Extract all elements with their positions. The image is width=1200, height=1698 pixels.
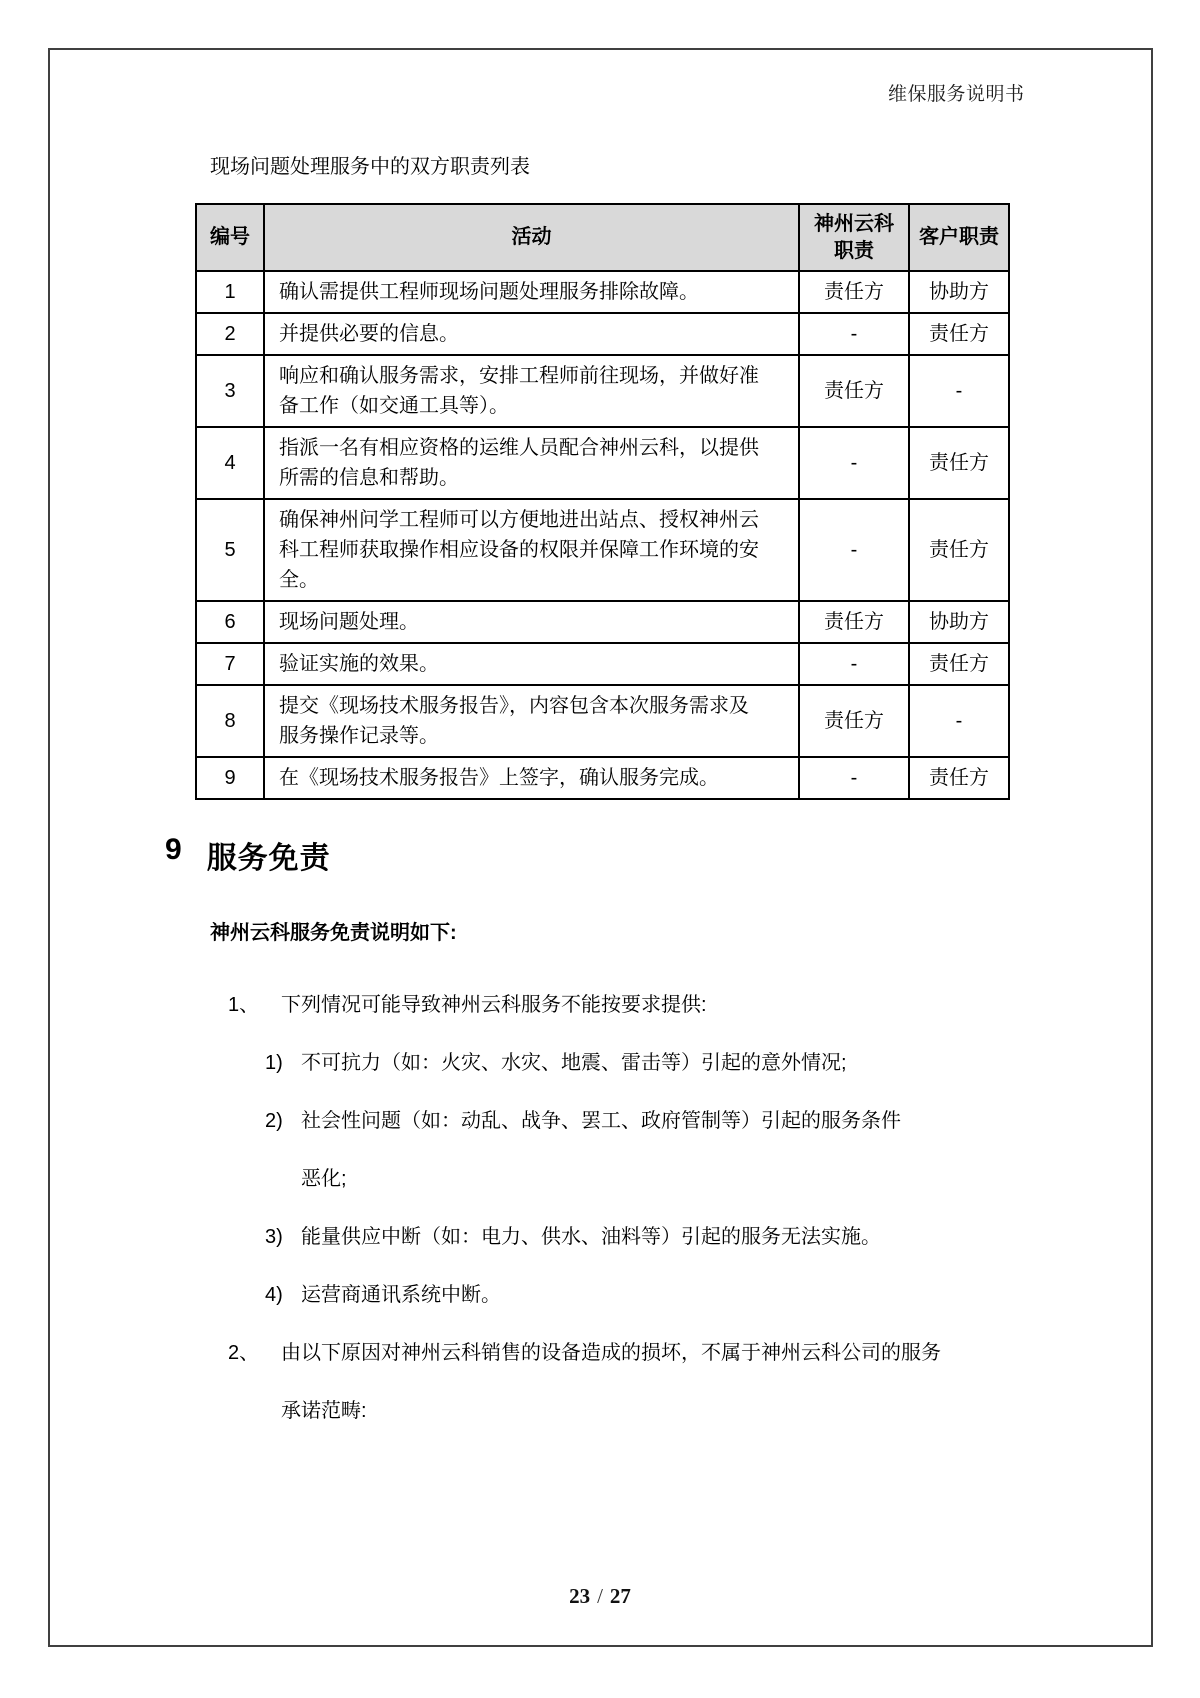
table-row [196,601,1009,643]
cell-customer-duty: 责任方 [909,643,1009,685]
list-subitem-text: 不可抗力（如：火灾、水灾、地震、雷击等）引起的意外情况; [301,1052,847,1074]
table-row [196,757,1009,799]
table-row [196,355,1009,427]
cell-customer-duty: 协助方 [909,271,1009,313]
cell-number: 5 [196,499,264,601]
cell-activity: 在《现场技术服务报告》上签字，确认服务完成。 [264,757,799,799]
cell-number: 9 [196,757,264,799]
table-row [196,271,1009,313]
list-subitem [265,1266,947,1324]
cell-vendor-duty: 责任方 [799,685,909,757]
list-item-marker: 2、 [228,1342,260,1364]
list-subitem [265,1034,947,1092]
cell-number: 6 [196,601,264,643]
cell-vendor-duty: - [799,643,909,685]
cell-activity: 确保神州问学工程师可以方便地进出站点、授权神州云科工程师获取操作相应设备的权限并保障工作环境的安全。 [264,499,799,601]
table-row [196,499,1009,601]
cell-customer-duty: - [909,355,1009,427]
cell-vendor-duty: - [799,757,909,799]
list-subitem [265,1208,947,1266]
cell-vendor-duty: 责任方 [799,271,909,313]
list-subitem-text: 社会性问题（如：动乱、战争、罢工、政府管制等）引起的服务条件恶化; [301,1110,901,1190]
cell-number: 4 [196,427,264,499]
responsibility-table [195,203,1010,800]
cell-number: 7 [196,643,264,685]
list-subitem-marker: 1) [265,1052,283,1074]
list-item-text: 下列情况可能导致神州云科服务不能按要求提供: [281,994,707,1016]
table-row [196,643,1009,685]
col-header-activity: 活动 [264,204,799,271]
cell-activity: 响应和确认服务需求，安排工程师前往现场，并做好准备工作（如交通工具等）。 [264,355,799,427]
cell-activity: 现场问题处理。 [264,601,799,643]
table-row [196,313,1009,355]
cell-vendor-duty: - [799,499,909,601]
cell-customer-duty: 责任方 [909,499,1009,601]
cell-number: 3 [196,355,264,427]
cell-activity: 指派一名有相应资格的运维人员配合神州云科，以提供所需的信息和帮助。 [264,427,799,499]
disclaimer-intro: 神州云科服务免责说明如下: [210,922,457,944]
list-subitem-text: 运营商通讯系统中断。 [301,1284,501,1306]
col-header-vendor-duty: 神州云科职责 [799,204,909,271]
list-subitem-text: 能量供应中断（如：电力、供水、油料等）引起的服务无法实施。 [301,1226,881,1248]
cell-number: 1 [196,271,264,313]
list-subitem [265,1092,947,1208]
cell-activity: 验证实施的效果。 [264,643,799,685]
page-footer [0,1584,1200,1609]
cell-vendor-duty: 责任方 [799,601,909,643]
section-title: 服务免责 [206,842,331,875]
section-heading [165,833,331,877]
cell-customer-duty: - [909,685,1009,757]
list-item-text: 由以下原因对神州云科销售的设备造成的损坏，不属于神州云科公司的服务承诺范畴: [281,1342,941,1422]
disclaimer-list [228,976,947,1440]
page-separator: / [597,1584,603,1608]
cell-activity: 确认需提供工程师现场问题处理服务排除故障。 [264,271,799,313]
cell-vendor-duty: - [799,313,909,355]
list-subitem-marker: 4) [265,1284,283,1306]
table-caption: 现场问题处理服务中的双方职责列表 [210,156,530,178]
cell-vendor-duty: - [799,427,909,499]
list-subitem-marker: 3) [265,1226,283,1248]
total-page-number: 27 [609,1584,631,1608]
current-page-number: 23 [569,1584,591,1608]
col-header-customer-duty: 客户职责 [909,204,1009,271]
table-row [196,427,1009,499]
cell-activity: 提交《现场技术服务报告》，内容包含本次服务需求及服务操作记录等。 [264,685,799,757]
table-row [196,685,1009,757]
col-header-number: 编号 [196,204,264,271]
cell-customer-duty: 责任方 [909,313,1009,355]
cell-activity: 并提供必要的信息。 [264,313,799,355]
list-item-marker: 1、 [228,994,260,1016]
list-item [228,1324,947,1440]
table-header-row [196,204,1009,271]
list-item [228,976,947,1034]
cell-customer-duty: 责任方 [909,757,1009,799]
document-header-title: 维保服务说明书 [888,84,1025,105]
cell-customer-duty: 协助方 [909,601,1009,643]
cell-number: 2 [196,313,264,355]
cell-vendor-duty: 责任方 [799,355,909,427]
list-subitem-marker: 2) [265,1110,283,1132]
cell-customer-duty: 责任方 [909,427,1009,499]
section-number: 9 [165,833,183,866]
cell-number: 8 [196,685,264,757]
